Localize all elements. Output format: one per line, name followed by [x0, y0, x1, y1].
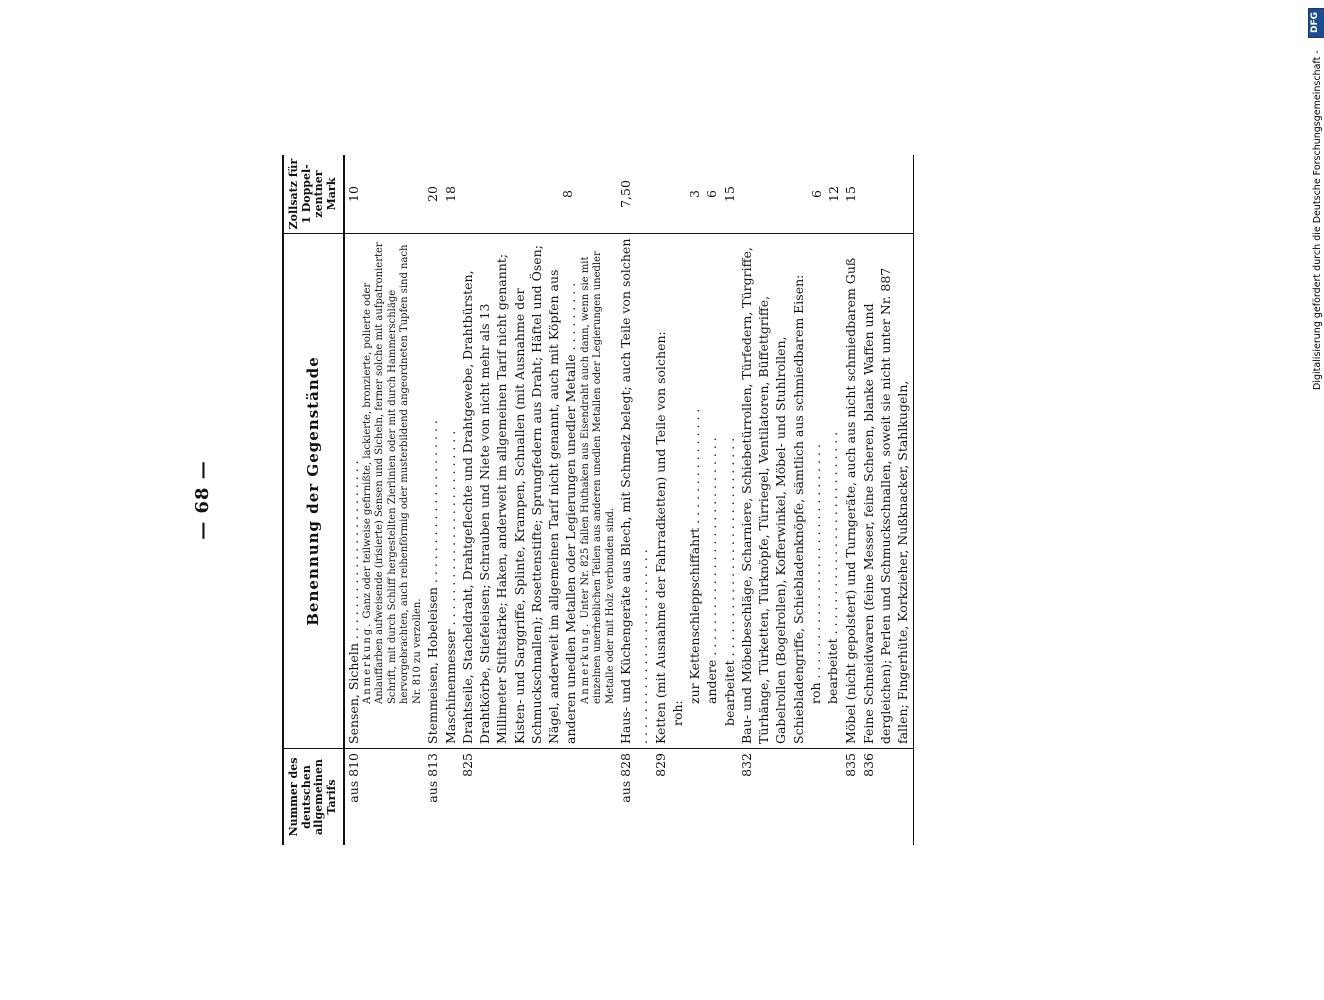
table-row: [617, 155, 652, 845]
sub-item: roh:: [669, 700, 685, 726]
duty-rate: 15: [843, 186, 859, 202]
table-row: [842, 155, 859, 845]
duty-rate: 6: [704, 190, 720, 198]
page-number: — 68 —: [192, 460, 213, 540]
table-row: [652, 155, 738, 845]
duty-rate: 7,50: [618, 180, 634, 208]
duty-rate: 15: [721, 186, 737, 202]
duty-rate: 18: [442, 186, 458, 202]
tariff-number: 835: [842, 749, 859, 846]
tariff-number: [442, 749, 459, 846]
table-row: [459, 155, 617, 845]
dfg-logo-text: DFG: [1310, 11, 1320, 33]
sub-item: zur Kettenschleppschiffahrt . . . . . . . . . . . . . . .: [687, 408, 703, 704]
annotation: [362, 238, 425, 704]
tariff-number: 825: [459, 749, 617, 846]
table-header-row: [283, 155, 344, 845]
table-row: [344, 155, 425, 845]
sub-item: andere . . . . . . . . . . . . . . . . . . . . . . . . . . . .: [704, 437, 720, 704]
duty-rate: 10: [345, 186, 361, 202]
item-description: Möbel (nicht gepolstert) und Turngeräte, auch aus nicht schmiedbarem Guß: [842, 234, 859, 749]
item-description: Feine Schneidwaren (feine Messer, feine Scheren, blanke Waffen und dergleichen); Perlen und Schmuckschnallen, soweit sie nicht unter Nr. 887 fallen; Fingerhüte, Korkzieher, Nußknacker, Stahlkugeln,: [860, 234, 914, 749]
duty-rate: 20: [425, 186, 441, 202]
annotation-text: Unter Nr. 825 fallen Huthaken aus Eisendraht auch dann, wenn sie mit einzelnen unerheblichen Teilen aus anderen unedlen Metallen oder Legierungen unedler Metalle oder mit Holz verbunden sind.: [579, 251, 616, 704]
duty-rate: 6: [808, 190, 824, 198]
sub-item: roh . . . . . . . . . . . . . . . . . . . . . . . . . . . . . .: [807, 444, 823, 704]
tariff-number: aus 810: [344, 749, 425, 846]
tariff-number: 829: [652, 749, 738, 846]
document-page: [177, 150, 1047, 850]
digitization-credit: Digitalisierung gefördert durch die Deutsche Forschungsgemeinschaft -: [1312, 50, 1323, 390]
tariff-number: 832: [738, 749, 843, 846]
sub-item: bearbeitet . . . . . . . . . . . . . . . . . . . . . . . . . .: [825, 431, 841, 704]
dfg-logo: [1308, 8, 1324, 38]
table-row: [442, 155, 459, 845]
tariff-number: aus 828: [617, 749, 652, 846]
table-row: [738, 155, 843, 845]
sub-item: bearbeitet . . . . . . . . . . . . . . . . . . . . . . . . . . . .: [721, 437, 737, 726]
item-description: Haus- und Küchengeräte aus Blech, mit Schmelz belegt; auch Teile von solchen . . . . . . . . . . . . . . . . . . . . . . . . .: [617, 234, 652, 749]
tariff-number: aus 813: [424, 749, 441, 846]
item-description: Ketten (mit Ausnahme der Fahrradketten) und Teile von solchen:: [652, 331, 668, 744]
header-duty-rate: Zollsatz für 1 Doppel-zentner Mark: [283, 155, 344, 234]
item-description: Bau- und Möbelbeschläge, Scharniere, Schiebetürrollen, Türfedern, Türgriffe, Türhänge, Türketten, Türknöpfe, Türriegel, Ventilatoren, Büffettgriffe, Gabelrollen (Bogelrollen), Kofferwinkel, Möbel- und Stuhlrollen, Schiebladengriffe, Schiebladenknöpfe, sämtlich aus schmiedbarem Eisen:: [738, 247, 806, 744]
table-row: [424, 155, 441, 845]
tariff-table: [282, 155, 914, 845]
tariff-number: 836: [860, 749, 914, 846]
annotation: [580, 238, 618, 704]
item-description: Drahtseile, Stacheldraht, Drahtgeflechte und Drahtgewebe, Drahtbürsten, Drahtkörbe, Stiefeleisen; Schrauben und Niete von nicht mehr als 13 Millimeter Stiftstärke; Haken, anderweit im allgemeinen Tarif nicht genannt; Kisten- und Sarggriffe, Splinte, Krampen, Schnallen (mit Ausnahme der Schmuckschnallen); Rosettenstifte; Sprungfedern aus Draht; Häftel und Ösen; Nägel, anderweit im allgemeinen Tarif nicht genannt, auch mit Köpfen aus anderen unedlen Metallen oder Legierungen unedler Metalle . . . . . . . . .: [459, 245, 579, 744]
annotation-lead: Anmerkung.: [579, 621, 591, 704]
header-description: Benennung der Gegenstände: [283, 234, 344, 749]
item-description: Maschinenmesser . . . . . . . . . . . . . . . . . . . . . . . . .: [442, 234, 459, 749]
duty-rate: 12: [826, 186, 842, 202]
header-tariff-number: Nummer des deutschen allgemeinen Tarifs: [283, 749, 344, 846]
table-row: [860, 155, 914, 845]
annotation-lead: Anmerkung.: [361, 621, 373, 704]
duty-rate: 3: [687, 190, 703, 198]
item-description: Sensen, Sicheln . . . . . . . . . . . . . . . . . . . . . . .: [345, 460, 361, 744]
annotation-text: Ganz oder teilweise gefirnißte, lackierte, bronzierte, polierte oder Anlauffarben aufweisende (irisierte) Sensen und Sicheln, ferner solche mit aufpatronierter Schrift, mit durch Schliff hergestellten Zierlinien oder mit durch Hammerschläge hervorgebrachten, auch reihenförmig oder musterbildend angeordneten Tupfen sind nach Nr. 810 zu verzollen.: [361, 242, 423, 704]
duty-rate: 8: [559, 190, 575, 198]
item-description: Stemmeisen, Hobeleisen . . . . . . . . . . . . . . . . . . . . .: [424, 234, 441, 749]
